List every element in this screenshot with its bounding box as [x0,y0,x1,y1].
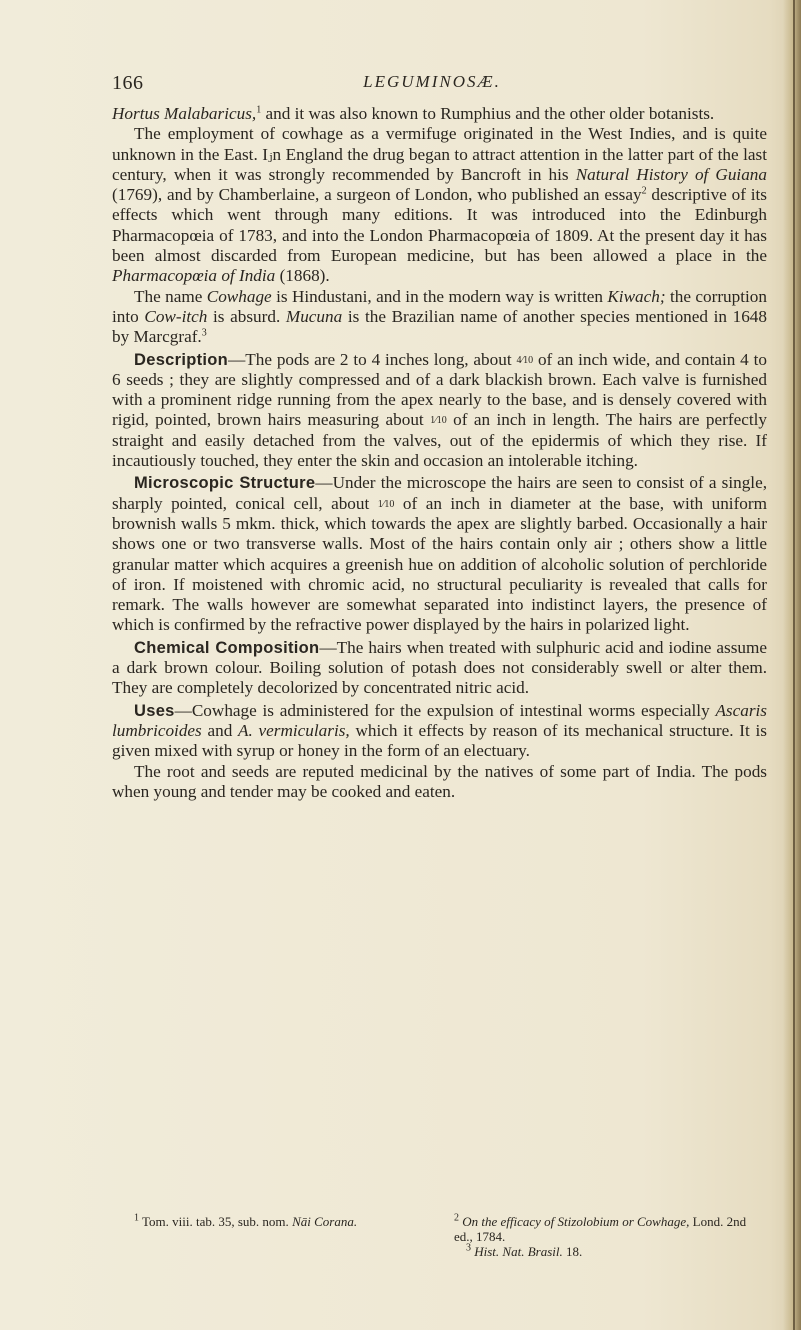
footnote-italic: Hist. Nat. Brasil. [471,1244,563,1259]
paragraph-text: —The hairs when treated with sulphuric acid and iodine assume a dark brown colour. Boiling solution of potash does not considerably swell or alter them. They are completely decolorized by concentrated nitric acid. [112,637,767,698]
page-body [112,104,767,802]
species-name: Ascaris lumbricoides [112,700,767,740]
page-header [112,72,752,98]
book-title: Natural History of Guiana [575,164,767,184]
species-name: A. vermicularis, [238,720,350,740]
paragraph-text: —Under the microscope the hairs are seen to consist of a single, sharply pointed, conical cell, about [112,473,767,513]
term: Mucuna [285,306,343,326]
paragraph-text: of an inch in diameter at the base, with uniform brownish walls 5 mkm. thick, which towards the apex are slightly barbed. Occasionally a hair shows one or two transverse walls. Most of the hairs contain only air ; others show a little granular matter which acquires a greenish hue on addition of alcoholic solution of perchloride of iron. If moistened with chromic acid, no structural peculiarity is revealed that calls for remark. The walls however are somewhat separated into indistinct layers, the presence of which is confirmed by the refractive power displayed by the hairs in polarized light. [112,493,767,635]
fraction: 4⁄10 [516,354,534,366]
term: Cow-itch [144,306,208,326]
paragraph-text: —Cowhage is administered for the expulsion of intestinal worms especially [174,700,716,720]
footnote-text: 18. [562,1244,583,1259]
paragraph-name-origin [112,287,767,348]
paragraph-text: (1769), and by Chamberlaine, a surgeon of London, who published an essay [112,185,642,205]
paragraph-text: the corruption into [112,286,767,326]
footnote-italic: On the efficacy of Stizolobium or Cowhage, [459,1214,690,1229]
paragraph-text: The employment of cowhage as a vermifuge originated in the West Indies, and is quite unknown in the East. Iⱼn England the drug began to attract attention in the latter part of the last century, when it was strongly recommended by Bancroft in his [112,124,767,184]
section-microscopic-structure [112,473,767,635]
footnote-2 [454,1214,767,1244]
footnotes [112,1214,767,1274]
paragraph-text: is absurd. [207,306,286,326]
footnote-ref-1: 1 [256,104,262,116]
paragraph-text: of an inch in length. The hairs are perfectly straight and easily detached from the valves, out of the epidermis of which they rise. If incautiously touched, they enter the skin and occasion an intolerable itching. [112,410,767,471]
paragraph-root-seeds: The root and seeds are reputed medicinal by the natives of some part of India. The pods when young and tender may be cooked and eaten. [112,761,767,801]
footnote-mark: 3 [466,1242,471,1254]
paragraph-text: and [201,720,239,740]
paragraph-text: The name [134,286,207,306]
page-edge-shadow [783,0,801,1330]
page-number: 166 [112,72,144,94]
footnote-italic: Nāi Corana. [292,1214,358,1229]
footnote-text: Tom. viii. tab. 35, sub. nom. [139,1214,293,1229]
book-title: Pharmacopœia of India [112,266,276,286]
fraction: 1⁄10 [377,498,395,510]
footnote-mark: 2 [454,1212,459,1224]
footnote-ref-3: 3 [201,327,207,339]
paragraph-text: and it was also known to Rumphius and the other older botanists. [261,104,715,123]
footnote-1 [134,1214,434,1229]
paragraph-text: —The pods are 2 to 4 inches long, about [228,349,517,369]
section-heading: Uses [134,701,175,720]
footnote-text: Lond. 2nd ed., 1784. [454,1214,747,1244]
paragraph-text: which it effects by reason of its mechanical structure. It is given mixed with syrup or honey in the form of an electuary. [112,720,767,761]
paragraph-text: descriptive of its effects which went through many editions. It was introduced into the Edinburgh Pharmacopœia of 1783, and into the London Pharmacopœia of 1809. At the present day it has been almost discarded from European medicine, but has been allowed a place in the [112,185,767,266]
page-edge-rule [793,0,795,1330]
book-title: Hortus Malabaricus, [112,104,257,123]
paragraph-history [112,124,767,286]
paragraph-text: of an inch wide, and contain 4 to 6 seeds ; they are slightly compressed and of a dark blackish brown. Each valve is furnished with a prominent ridge running from the apex nearly to the base, and is densely covered with rigid, pointed, brown hairs measuring about [112,349,767,430]
term: Kiwach; [607,286,666,306]
paragraph-text: (1868). [275,266,330,286]
footnote-mark: 1 [134,1212,139,1224]
section-heading: Description [134,350,229,369]
section-chemical-composition [112,638,767,699]
paragraph-intro-continued [112,104,767,124]
paragraph-text: is Hindustani, and in the modern way is written [271,286,608,306]
running-head: LEGUMINOSÆ. [363,72,501,91]
section-description [112,350,767,472]
paragraph-text: is the Brazilian name of another species mentioned in 1648 by Marcgraf. [112,306,767,347]
section-heading: Chemical Composition [134,638,320,657]
section-heading: Microscopic Structure [134,474,316,493]
fraction: 1⁄10 [430,415,447,427]
footnote-3 [454,1244,767,1259]
term: Cowhage [206,286,272,306]
footnotes-right-column [454,1214,767,1259]
footnote-ref-2: 2 [641,185,647,197]
section-uses [112,701,767,762]
